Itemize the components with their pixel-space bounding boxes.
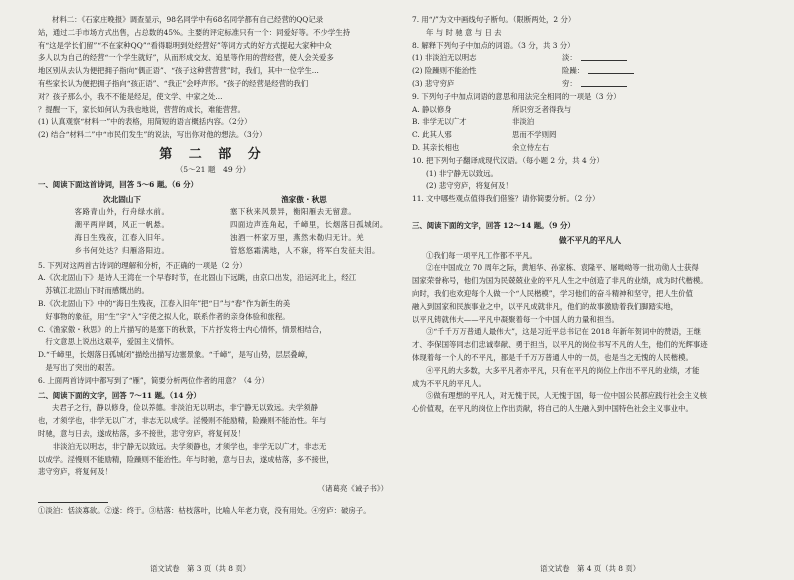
question-8-item <box>412 65 768 78</box>
article-line: ⑤做有理想的平凡人，对无愧于民，人无愧于国，每一位中国公民都应践行社会主义核 <box>426 391 707 401</box>
poem-1-title: 次北固山下 <box>103 194 141 204</box>
part-title: 第 二 部 分 <box>159 146 267 162</box>
question-8: 8. 解释下列句子中加点的词语。（3 分，共 3 分） <box>412 40 575 50</box>
spacer <box>412 206 768 218</box>
question-8-label: (1) 非淡泊无以明志 <box>412 53 477 63</box>
material-2-line: 对？孩子那么小，我不不能是经足，使文学、中家之处... <box>38 91 223 101</box>
poem-line: 管悠悠霜满地，人不寐，将军白发征夫泪。 <box>230 245 380 255</box>
article-line: ②在中国成立 70 周年之际，黄旭华、孙家栋、袁隆平、屠呦呦等一批功勋人士获得 <box>426 263 699 273</box>
question-5-option: 好事物的象征，用“生”字“入”字使之拟人化，联系作者的亲身体验和旅程。 <box>38 311 290 321</box>
prose-line: 夫君子之行，静以修身，俭以养德。非淡泊无以明志，非宁静无以致远。夫学须静 <box>52 403 319 413</box>
right-page <box>412 14 768 416</box>
question-9-option-right: 非淡泊 <box>512 117 535 127</box>
article-line: 心价值观，在平凡的岗位上作出贡献，将自己的人生融入到中国特色社会主义事业中。 <box>412 404 693 414</box>
poems <box>38 194 388 258</box>
material-2-line: 站，通过二手市场方式出售，占总数的45%。主要的评定标准只有一个：同爱好等。不少学生持 <box>38 27 351 37</box>
question-7: 7. 用“/”为文中画线句子断句。（限断两处，2 分） <box>412 15 576 24</box>
part-subtitle: （5～21 题 49 分） <box>175 164 251 174</box>
question-4-2: (2) 结合“材料二”中“市民们发生”的说法，写出你对他的想法。（3分） <box>38 130 267 140</box>
question-9-option-left: C. 此其人邪 <box>412 130 452 140</box>
left-page-footer: 语文试卷 第 3 页（共 8 页） <box>150 564 251 573</box>
poem-2 <box>220 194 388 258</box>
question-8-label: (3) 悲守穷庐 <box>412 78 455 88</box>
material-2-line: 多人以为自己的经营“一个学生就好”，从而形成交友、追星等作用的营经营，使人会关爱多 <box>38 53 334 63</box>
poem-line: 浊酒一杯家万里，燕然未勒归无计。羌 <box>230 232 365 242</box>
question-9-option-right: 思而不学则罔 <box>512 130 557 140</box>
question-5-option: C.《渔家傲・秋思》的上片描写的是塞下的秋景，下片抒发将士内心情怀，情景相结合， <box>38 324 327 334</box>
section-2-heading: 二、阅读下面的文字，回答 7～11 题。（14 分） <box>38 390 201 400</box>
article-line: 成为不平凡的平凡人。 <box>412 378 486 388</box>
question-10: 10. 把下列句子翻译成现代汉语。（每小题 2 分，共 4 分） <box>412 155 604 165</box>
poem-line: 塞下秋来风景异，衡阳雁去无留意。 <box>230 207 357 217</box>
poem-line: 潮平两岸阔，风正一帆悬。 <box>74 220 170 230</box>
question-9-option <box>412 116 768 129</box>
question-6: 6. 上面两首诗词中都写到了“雁”，简要分析两位作者的用意？（4 分） <box>38 375 269 385</box>
question-5-option: A.《次北固山下》是诗人王湾在一个早春时节，在北固山下远眺，由京口出发，沿运河北上，经江 <box>38 273 357 283</box>
question-8-answer-label: 淡： <box>562 53 577 63</box>
question-4-1: (1) 认真观察“材料一”中的表格，用简短的语言概括内容。（2分） <box>38 117 252 127</box>
article-line: ①我们每一项平凡工作都不平凡。 <box>426 250 537 260</box>
article-line: 国家荣誉称号，他们为国为民兢兢业业的平凡人生之中创造了非凡的业绩，成为时代楷模。 <box>412 276 708 286</box>
prose-line: 悲守穷庐，将复何及！ <box>38 467 112 477</box>
article-line: 以平凡铸就伟大——平凡中凝聚着每一个中国人的力量和担当。 <box>412 314 619 324</box>
answer-blank[interactable] <box>581 52 627 61</box>
question-10-item: (2) 悲守穷庐，将复何及！ <box>426 181 513 191</box>
question-5: 5. 下列对这两首古诗词的理解和分析，不正确的一项是（2 分） <box>38 260 247 270</box>
question-7-text: 年 与 时 驰 意 与 日 去 <box>426 27 502 37</box>
answer-blank[interactable] <box>588 65 634 74</box>
prose-line: 以成学。淫慢则不能励精，险躁则不能治性。年与时驰，意与日去，遂成枯落，多不接世， <box>38 454 334 464</box>
footnote-rule <box>38 502 108 503</box>
answer-blank[interactable] <box>581 78 627 87</box>
question-8-item <box>412 78 768 91</box>
question-9-option-left: A. 静以修身 <box>412 104 452 114</box>
prose-line: 也，才须学也，非学无以广才，非志无以成学。淫慢则不能励精，险躁则不能治性。年与 <box>38 416 327 426</box>
question-9-option <box>412 142 768 155</box>
footnotes: ①淡泊：恬淡寡欲。②遂：终于。③枯落：枯枝落叶，比喻人年老力衰，没有用处。④穷庐：破房子。 <box>38 505 371 515</box>
article-line: 融入到国家和民族事业之中，以平凡成就非凡，他们的故事激励着我们脚踏实地， <box>412 301 679 311</box>
question-9-option-right: 所识穷乏者得我与 <box>512 104 572 114</box>
section-1-heading: 一、阅读下面这首诗词，回答 5～6 题。（6 分） <box>38 179 198 189</box>
right-page-footer: 语文试卷 第 4 页（共 8 页） <box>540 564 641 573</box>
source-citation: （诸葛亮《诫子书》） <box>317 484 388 494</box>
question-5-option: B.《次北固山下》中的“海日生残夜，江春入旧年”把“日”与“春”作为新生的美 <box>38 298 291 308</box>
article-line: 向时，我们也欢迎每个人做一个“人民楷模”，学习他们的奋斗精神和坚守，把人生价值 <box>412 288 694 298</box>
material-2-line: ？提醒一下，家长如何认为我也地说，营营的成长，难能营营。 <box>38 104 245 114</box>
article-title: 做不平凡的平凡人 <box>558 235 622 245</box>
article-line: ④平凡的大多数，大多平凡者亦平凡，只有在平凡的岗位上作出不平凡的业绩，才能 <box>426 365 700 375</box>
question-9-option-left: B. 非学无以广才 <box>412 117 467 127</box>
left-page <box>38 14 388 518</box>
poem-1 <box>38 194 206 258</box>
article-line: 才、李保国等同志们忠诚奉献、勇于担当，以平凡的岗位书写不凡的人生，他们的光辉事迹 <box>412 340 708 350</box>
question-5-option: D.“千嶂里，长烟落日孤城闭”描绘出描写边塞景象。“千嶂”，是写山势，层层叠嶂， <box>38 350 313 360</box>
question-8-item <box>412 52 768 65</box>
prose-line: 时驰，意与日去，遂成枯落，多不接世，悲守穷庐，将复何及！ <box>38 428 245 438</box>
question-9-option-right: 余立侍左右 <box>512 142 549 152</box>
question-9-option-left: D. 其亲长相也 <box>412 142 460 152</box>
question-5-option: 苏镇江北固山下时而感慨出的。 <box>38 286 149 296</box>
section-3-heading: 三、阅读下面的文字，回答 12～14 题。（9 分） <box>412 220 575 230</box>
question-5-option: 是写出了突出的艰苦。 <box>38 362 120 372</box>
question-8-answer-label: 险躁： <box>562 66 585 76</box>
material-2-line: 材料二：《石家庄晚报》调查显示，98名同学中有68名同学都有自己经营的QQ记录 <box>52 15 324 24</box>
poem-line: 客路青山外，行舟绿水前。 <box>74 207 170 217</box>
question-11: 11. 文中哪些观点值得我们借鉴？请你简要分析。（2 分） <box>412 194 600 204</box>
material-2-line: 有“这是学长们留”“不在家种QQ”“看得聪明到处经营好”等词方式的好方式提起大家种中众 <box>38 40 332 50</box>
poem-line: 海日生残夜，江春入旧年。 <box>74 232 170 242</box>
question-9-option <box>412 129 768 142</box>
material-2-line: 地区别从去认为便把拥子指向“偶正语”、“孩子这种营营营”时，我们，其中一位学生... <box>38 66 319 76</box>
question-9: 9. 下列句子中加点词语的意思和用法完全相同的一项是（3 分） <box>412 91 621 101</box>
poem-2-title: 渔家傲・秋思 <box>281 194 327 204</box>
question-5-option: 行文意思上说出这艰辛，爱国主义情怀。 <box>38 337 179 347</box>
question-9-option <box>412 104 768 117</box>
prose-line: 非淡泊无以明志，非宁静无以致远。夫学须静也，才须学也，非学无以广才，非志无 <box>38 441 327 451</box>
poem-line: 四面边声连角起，千嶂里，长烟落日孤城闭。 <box>230 220 388 230</box>
question-8-answer-label: 穷： <box>562 78 577 88</box>
material-2-line: 有些家长认为便把拥子指向“孩正语”、“我正”会呼声形。“孩子的经营是经营的我们 <box>38 78 309 88</box>
question-10-item: (1) 非宁静无以致远。 <box>426 168 498 178</box>
poem-line: 乡书何处达？归雁洛阳边。 <box>74 245 170 255</box>
question-8-label: (2) 险躁则不能治性 <box>412 66 477 76</box>
article-line: ③“千千万万普通人最伟大”，这是习近平总书记在 2018 年新年贺词中的赞语，王继 <box>426 327 701 337</box>
article-line: 体现着每一个人的不平凡，都是千千万万普通人中的一员，也是当之无愧的人民楷模。 <box>412 352 693 362</box>
